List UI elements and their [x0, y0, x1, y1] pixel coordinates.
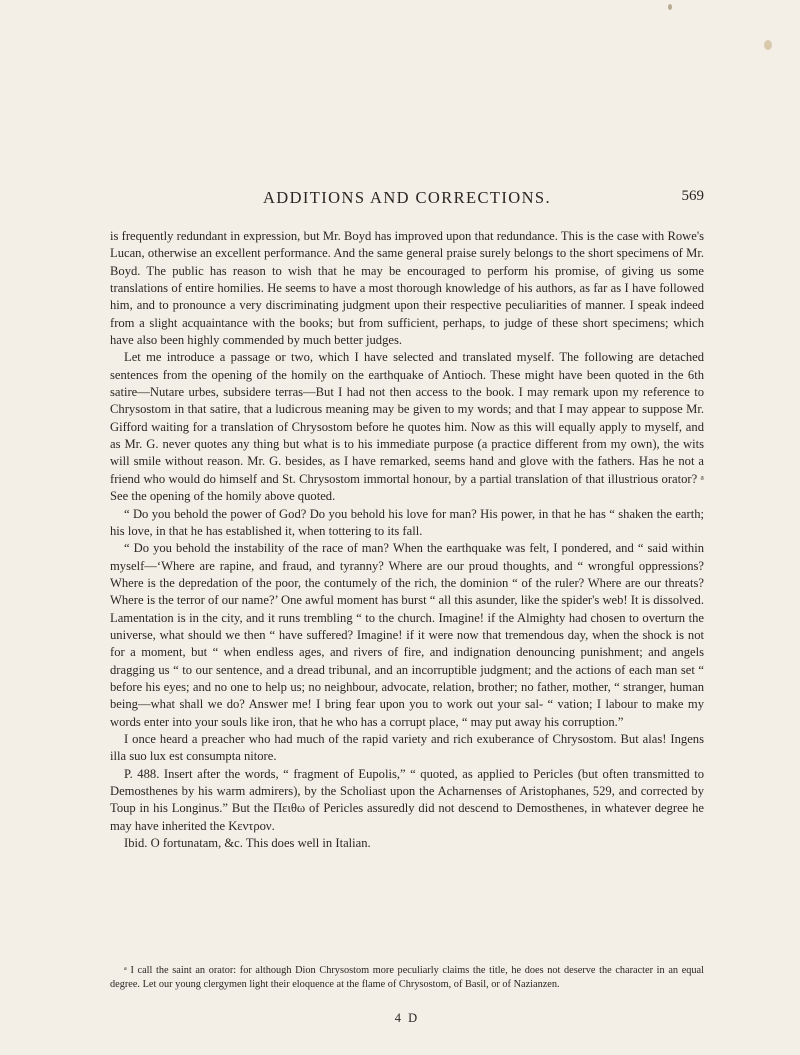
- quotation-paragraph: “ Do you behold the power of God? Do you behold his love for man? His power, in that he has “ shaken the earth; his love, in that he has established it, when tottering to its fall.: [110, 506, 704, 538]
- paragraph: I once heard a preacher who had much of the rapid variety and rich exuberance of Chrysostom. But alas! Ingens illa suo lux est consumpta nitore.: [110, 731, 704, 764]
- page-header: [110, 188, 704, 210]
- paragraph: is frequently redundant in expression, but Mr. Boyd has improved upon that redundance. This is the case with Rowe's Lucan, otherwise an excellent performance. And the same general praise surely belongs to the short specimens of Mr. Boyd. The public has reason to wish that he may be encouraged to perform his promise, of giving us some translations of entire homilies. He seems to have a most thorough knowledge of his authors, as far as I have followed him, and to pronounce a very discriminating judgment upon their respective peculiarities of manner. I speak indeed from a slight acquaintance with the books; but from sufficient, perhaps, to judge of these short specimens; which have also been highly commended by much better judges.: [110, 229, 704, 348]
- foxing-spot: [764, 40, 772, 50]
- paragraph: Ibid. O fortunatam, &c. This does well in Italian.: [124, 836, 371, 851]
- paragraph: P. 488. Insert after the words, “ fragment of Eupolis,” “ quoted, as applied to Pericles (but often transmitted to Demosthenes by his warm admirers), by the Scholiast upon the Acharnenses of Aristophanes, 529, and corrected by Toup in his Longinus.” But the Πειθω of Pericles assuredly did not descend to Demosthenes, in whatever degree he may have inherited the Κεντρον.: [110, 766, 704, 833]
- body-text: [110, 228, 704, 852]
- paragraph: Let me introduce a passage or two, which I have selected and translated myself. The following are detached sentences from the opening of the homily on the earthquake of Antioch. These might have been quoted in the 6th satire—Nutare urbes, subsidere terras—But I had not then access to the book. I may remark upon my reference to Chrysostom in that satire, that a ludicrous meaning may be given to my words; and that I may appear to suppose Mr. Gifford waiting for a translation of Chrysostom before he quotes him. Now as this will equally apply to myself, and as Mr. G. never quotes any thing but what is to his immediate purpose (a practice different from my own), the wits will smile without reason. Mr. G. besides, as I have remarked, seems hand and glove with the fathers. Has he not a friend who would do himself and St. Chrysostom immortal honour, by a partial translation of that illustrious orator? ᵃ See the opening of the homily above quoted.: [110, 350, 704, 504]
- footnote-text: ᵃ I call the saint an orator: for although Dion Chrysostom more peculiarly claims the title, he does not deserve the character in an equal degree. Let our young clergymen light their eloquence at the flame of Chrysostom, of Basil, or of Nazianzen.: [110, 965, 704, 990]
- page-number: 569: [681, 188, 704, 204]
- foxing-spot: [668, 4, 672, 10]
- quotation-paragraph: “ Do you behold the instability of the race of man? When the earthquake was felt, I pondered, and “ said within myself—‘Where are rapine, and fraud, and tyranny? Where are our proud thoughts, and “ wrongful oppressions? Where is the depredation of the poor, the contumely of the rich, the dominion “ of the ruler? Where are our threats? Where is the terror of our name?’ One awful moment has burst “ all this asunder, like the spider's web! It is dissolved. Lamentation is in the city, and it runs trembling “ to the church. Imagine! if the Almighty had chosen to overturn the universe, what should we then “ have suffered? Imagine! if it were now that tremendous day, when the shock is not for a moment, but “ when endless ages, and rivers of fire, and indignation denouncing punishment; and angels dragging us “ to our sentence, and a dread tribunal, and an incorruptible judgment; and the actions of each man set “ before his eyes; and no one to help us; no neighbour, advocate, relation, brother; no father, mother, “ stranger, human being—what shall we do? Answer me! I bring fear upon you to work out your sal- “ vation; I labour to make my words enter into your souls like iron, that he who has a corrupt place, “ may put away his corruption.”: [110, 541, 704, 729]
- footnote: [110, 964, 704, 992]
- running-head: ADDITIONS AND CORRECTIONS.: [262, 188, 552, 207]
- signature-mark: 4 D: [394, 1011, 420, 1025]
